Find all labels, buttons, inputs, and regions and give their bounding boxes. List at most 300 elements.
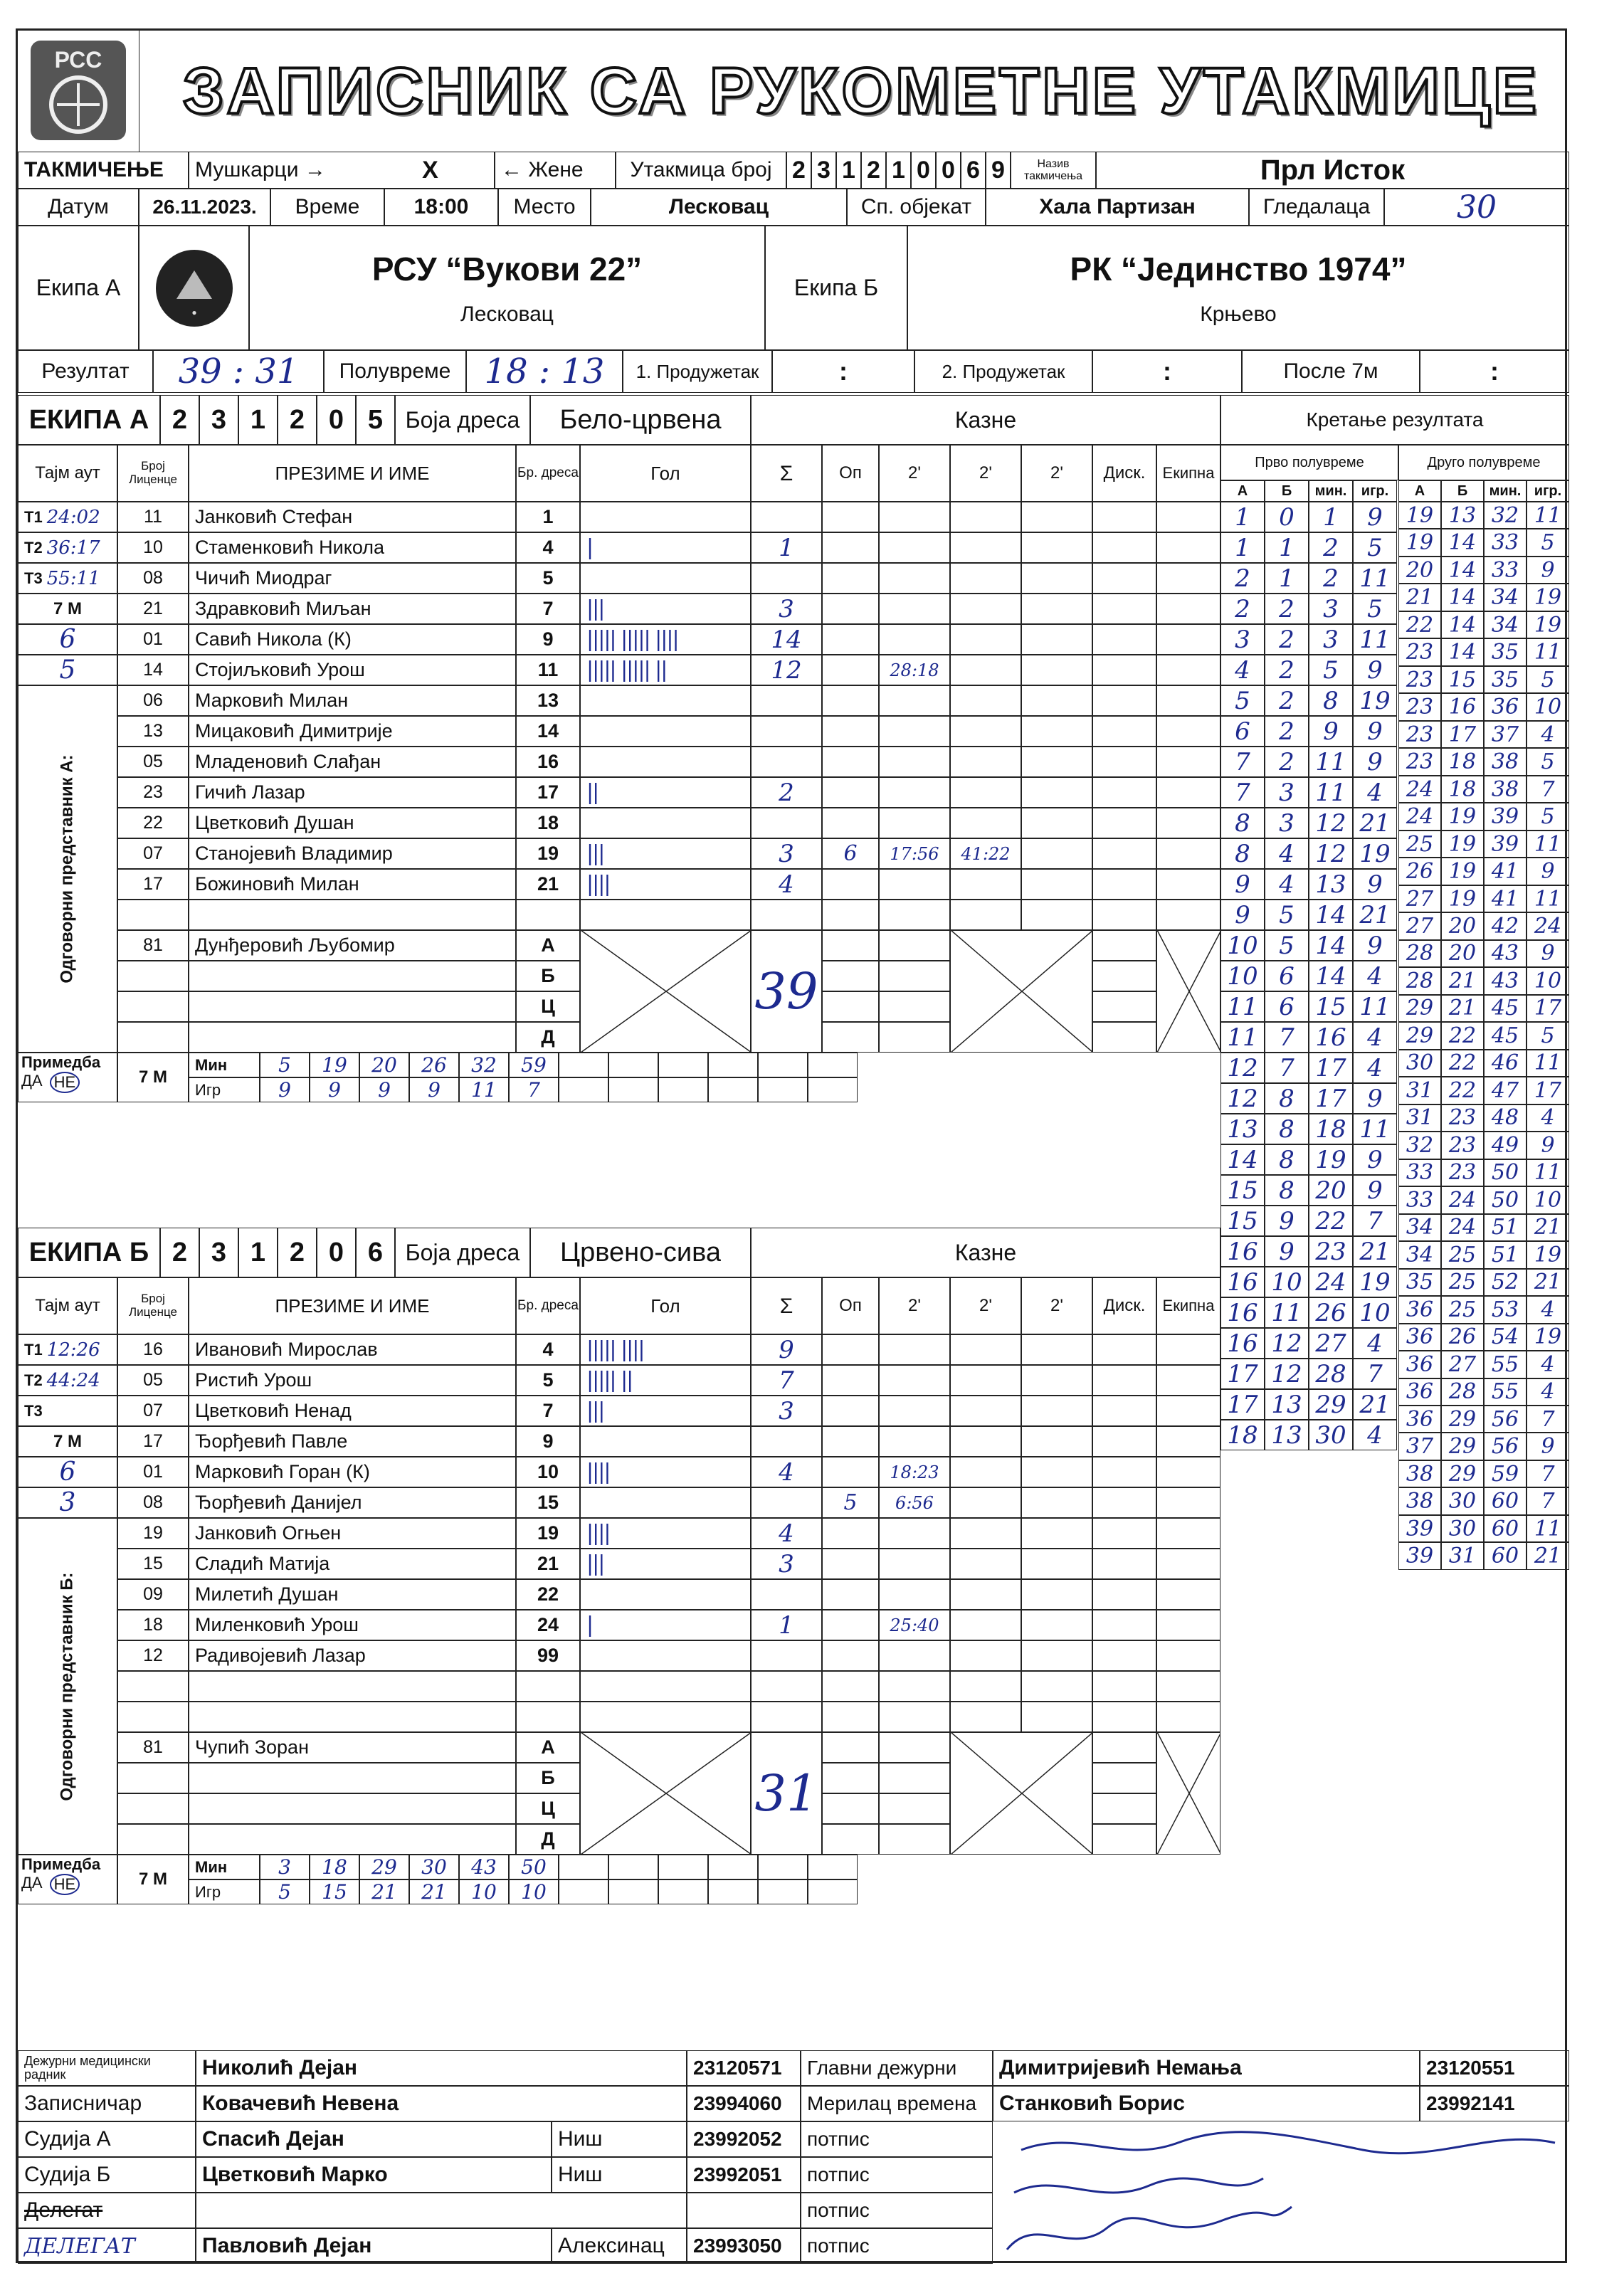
svg-text:●: ●: [191, 307, 197, 317]
progress-second-cell: 47: [1484, 1077, 1527, 1104]
progress-second-cell: 24: [1527, 912, 1569, 939]
player-suspension-1: [879, 502, 950, 532]
progress-first-cell: 2: [1265, 624, 1309, 655]
progress-first-cell: 3: [1309, 594, 1353, 624]
seven-m-attempts: 6: [18, 1457, 117, 1487]
progress-second-cell: 17: [1527, 995, 1569, 1022]
match-number-digit: 2: [786, 152, 811, 189]
player-suspension-2: [950, 1640, 1021, 1671]
official-disqualification: [1092, 1763, 1156, 1793]
player-suspension-2: [950, 1610, 1021, 1640]
progress-second-cell: 14: [1441, 557, 1484, 584]
player-suspension-1: [879, 1426, 950, 1457]
player-goals-tally: ||||| ||: [580, 1365, 751, 1396]
player-row: [18, 502, 1220, 532]
player-suspension-2: [950, 869, 1021, 900]
progress-second-cell: 34: [1484, 611, 1527, 638]
responsible-rep-box: [18, 1518, 117, 1855]
player-warning: [822, 1518, 879, 1549]
progress-second-cell: 60: [1484, 1487, 1527, 1514]
progress-second-cell: 22: [1398, 611, 1441, 638]
timeout-label: Тајм аут: [18, 1277, 117, 1334]
progress-second-cell: 39: [1484, 831, 1527, 858]
delegate-signature-label-2: потпис: [801, 2228, 993, 2264]
player-license: 08: [117, 563, 189, 594]
player-jersey-no: 14: [516, 716, 580, 747]
progress-first-cell: 21: [1353, 900, 1397, 930]
seven-m-minute: [559, 1053, 608, 1077]
chief-license: 23120551: [1420, 2050, 1569, 2086]
player-warning: [822, 624, 879, 655]
player-goals-tally: [580, 1487, 751, 1518]
player-suspension-1: [879, 1702, 950, 1732]
progress-second-cell: 24: [1398, 776, 1441, 803]
progress-second-cell: 21: [1527, 1269, 1569, 1296]
seven-m-minute: [758, 1855, 808, 1879]
progress-second-cell: 33: [1484, 529, 1527, 556]
progress-first-cell: 9: [1265, 1206, 1309, 1236]
progress-second-cell: 29: [1441, 1433, 1484, 1460]
player-suspension-1: [879, 685, 950, 716]
progress-first-cell: 17: [1309, 1053, 1353, 1083]
progress-second-cell: 36: [1398, 1351, 1441, 1378]
progress-first-cell: 4: [1353, 777, 1397, 808]
timeout-index: T1: [24, 1340, 43, 1359]
place-label: Место: [498, 189, 591, 226]
player-suspension-3: [1021, 777, 1092, 808]
player-team-penalty: [1156, 1640, 1220, 1671]
player-row: [18, 838, 1220, 869]
venue-value: Хала Партизан: [986, 189, 1249, 226]
progress-first-cell: 7: [1265, 1053, 1309, 1083]
team-code-digit: 6: [356, 1228, 395, 1277]
progress-second-cell: 20: [1441, 912, 1484, 939]
progress-first-cell: 8: [1265, 1144, 1309, 1175]
warn-label: Оп: [822, 445, 879, 502]
team-code-digit: 1: [238, 395, 278, 445]
progress-second-cell: 27: [1398, 885, 1441, 912]
player-suspension-3: [1021, 1426, 1092, 1457]
player-suspension-3: [1021, 502, 1092, 532]
player-jersey-no: 10: [516, 1457, 580, 1487]
progress-second-cell: 29: [1441, 1406, 1484, 1433]
player-team-penalty: [1156, 838, 1220, 869]
competition-name: Прл Исток: [1096, 152, 1569, 189]
delegate-blank: [196, 2193, 687, 2228]
seven-m-label: 7 М: [18, 1426, 117, 1457]
player-license: [117, 900, 189, 930]
player-goal-sum: [751, 747, 822, 777]
progress-first-cell: 26: [1309, 1297, 1353, 1328]
player-disqualification: [1092, 594, 1156, 624]
progress-second-cell: 19: [1398, 502, 1441, 529]
player-suspension-3: [1021, 747, 1092, 777]
timeout-index: T2: [24, 1371, 43, 1389]
progress-first-cell: 29: [1309, 1389, 1353, 1420]
player-goal-sum: [751, 808, 822, 838]
after-7m-label: После 7м: [1242, 350, 1420, 393]
official-suspension: [879, 991, 950, 1022]
seven-m-player: 9: [310, 1077, 359, 1102]
player-suspension-1: [879, 594, 950, 624]
player-jersey-no: 4: [516, 1334, 580, 1365]
progress-second-cell: 24: [1441, 1214, 1484, 1241]
player-suspension-2: [950, 1426, 1021, 1457]
team-b-name: РК “Јединство 1974”: [1070, 250, 1407, 288]
player-disqualification: [1092, 1579, 1156, 1610]
progress-second-cell: 60: [1484, 1542, 1527, 1569]
match-number-digit: 1: [886, 152, 911, 189]
progress-first-cell: 2: [1220, 594, 1265, 624]
player-warning: [822, 1610, 879, 1640]
progress-first-cell: 1: [1265, 563, 1309, 594]
progress-first-cell: 5: [1265, 900, 1309, 930]
progress-first-cell: 21: [1353, 808, 1397, 838]
player-jersey-no: [516, 1702, 580, 1732]
player-jersey-no: 15: [516, 1487, 580, 1518]
progress-second-cell: 23: [1398, 721, 1441, 748]
player-suspension-1: [879, 1549, 950, 1579]
progress-col-header: мин.: [1309, 480, 1353, 502]
medic-label: Дежурни медицински радник: [18, 2050, 196, 2086]
progress-second-cell: 24: [1441, 1186, 1484, 1213]
official-license: 81: [117, 930, 189, 961]
player-goal-sum: [751, 1671, 822, 1702]
player-goal-sum: [751, 685, 822, 716]
player-suspension-2: [950, 716, 1021, 747]
progress-first-cell: 6: [1220, 716, 1265, 747]
progress-first-cell: 9: [1353, 869, 1397, 900]
player-row: [18, 1702, 1220, 1732]
progress-second-cell: 23: [1441, 1159, 1484, 1186]
progress-first-cell: 2: [1265, 747, 1309, 777]
progress-second-cell: 22: [1441, 1077, 1484, 1104]
seven-m-player: [658, 1077, 708, 1102]
progress-second-cell: 34: [1398, 1241, 1441, 1268]
progress-col-header: игр.: [1353, 480, 1397, 502]
official-license: [117, 1793, 189, 1824]
progress-second-cell: 19: [1398, 529, 1441, 556]
player-goal-sum: [751, 1579, 822, 1610]
player-jersey-no: 9: [516, 624, 580, 655]
team-penalty-label: Екипна: [1156, 445, 1220, 502]
team-a-logo: [139, 226, 249, 350]
player-suspension-1: [879, 808, 950, 838]
progress-first-cell: 2: [1265, 685, 1309, 716]
progress-first-cell: 5: [1309, 655, 1353, 685]
player-suspension-3: [1021, 655, 1092, 685]
progress-first-cell: 9: [1353, 655, 1397, 685]
player-disqualification: [1092, 655, 1156, 685]
player-warning: [822, 532, 879, 563]
player-suspension-2: [950, 1334, 1021, 1365]
player-name: Јанковић Огњен: [189, 1518, 516, 1549]
player-suspension-1: [879, 1640, 950, 1671]
remark-label: Примедба: [21, 1053, 101, 1071]
progress-first-cell: 2: [1265, 655, 1309, 685]
timeout-slot: [18, 532, 117, 563]
player-goal-sum: 3: [751, 594, 822, 624]
player-row: [18, 563, 1220, 594]
progress-second-cell: 5: [1527, 666, 1569, 693]
jersey-color-label: Боја дреса: [395, 1228, 530, 1277]
progress-second-cell: 30: [1441, 1487, 1484, 1514]
progress-second-cell: 4: [1527, 721, 1569, 748]
progress-first-cell: 8: [1220, 808, 1265, 838]
player-warning: 6: [822, 838, 879, 869]
spectators-value: 30: [1384, 189, 1569, 226]
player-warning: [822, 685, 879, 716]
progress-second-cell: 55: [1484, 1351, 1527, 1378]
player-warning: [822, 594, 879, 624]
two-min-label: 2': [950, 1277, 1021, 1334]
progress-first-cell: 3: [1309, 624, 1353, 655]
seven-m-label: 7 М: [18, 594, 117, 624]
player-suspension-2: [950, 747, 1021, 777]
progress-first-cell: 8: [1265, 1114, 1309, 1144]
progress-first-cell: 16: [1220, 1236, 1265, 1267]
match-number-digit: 6: [961, 152, 986, 189]
progress-second-cell: 51: [1484, 1241, 1527, 1268]
player-row: [18, 808, 1220, 838]
player-warning: [822, 1579, 879, 1610]
player-license: 05: [117, 1365, 189, 1396]
player-suspension-3: [1021, 1365, 1092, 1396]
player-jersey-no: 7: [516, 594, 580, 624]
seven-m-player: 9: [359, 1077, 409, 1102]
player-goals-tally: |||: [580, 1549, 751, 1579]
player-license: 06: [117, 685, 189, 716]
progress-second-cell: 28: [1441, 1378, 1484, 1406]
progress-first-cell: 11: [1309, 777, 1353, 808]
player-goal-sum: [751, 1487, 822, 1518]
player-license: 16: [117, 1334, 189, 1365]
progress-first-cell: 9: [1309, 716, 1353, 747]
official-name: [189, 961, 516, 991]
player-license: [117, 1702, 189, 1732]
progress-second-cell: 49: [1484, 1132, 1527, 1159]
seven-m-minute: [559, 1855, 608, 1879]
player-suspension-1: [879, 1518, 950, 1549]
player-suspension-1: [879, 1334, 950, 1365]
official-letter: А: [516, 930, 580, 961]
ref-a-signature-label: потпис: [801, 2121, 993, 2157]
player-suspension-3: [1021, 532, 1092, 563]
progress-first-cell: 16: [1220, 1297, 1265, 1328]
official-warning: [822, 1793, 879, 1824]
official-letter: Ц: [516, 991, 580, 1022]
progress-second-cell: 21: [1527, 1542, 1569, 1569]
first-half-label: Прво полувреме: [1220, 445, 1398, 480]
player-goals-tally: |||: [580, 594, 751, 624]
player-goals-tally: |: [580, 1610, 751, 1640]
player-disqualification: [1092, 1457, 1156, 1487]
official-name: [189, 1763, 516, 1793]
ref-b-signature-label: потпис: [801, 2157, 993, 2193]
half-time-label: Полувреме: [324, 350, 466, 393]
disq-label: Диск.: [1092, 1277, 1156, 1334]
seven-m-attempts: 6: [18, 624, 117, 655]
progress-first-cell: 13: [1309, 869, 1353, 900]
progress-second-cell: 14: [1441, 611, 1484, 638]
progress-second-cell: 22: [1441, 1022, 1484, 1049]
seven-m-row-label: 7 М: [117, 1855, 189, 1904]
match-number-digit: 3: [811, 152, 836, 189]
player-name: Мицаковић Димитрије: [189, 716, 516, 747]
player-name: Цветковић Душан: [189, 808, 516, 838]
progress-first-cell: 5: [1353, 594, 1397, 624]
progress-second-cell: 18: [1441, 748, 1484, 775]
progress-second-cell: 9: [1527, 858, 1569, 885]
team-code-digit: 0: [317, 395, 356, 445]
progress-second-cell: 23: [1398, 748, 1441, 775]
progress-second-cell: 14: [1441, 529, 1484, 556]
ref-a-city: Ниш: [552, 2121, 687, 2157]
official-disqualification: [1092, 1732, 1156, 1763]
progress-first-cell: 9: [1353, 1175, 1397, 1206]
official-disqualification: [1092, 991, 1156, 1022]
player-name: Божиновић Милан: [189, 869, 516, 900]
progress-second-cell: 11: [1527, 831, 1569, 858]
remark-yes[interactable]: ДА: [21, 1072, 43, 1090]
player-row: [18, 655, 1220, 685]
progress-second-cell: 21: [1398, 584, 1441, 611]
progress-first-cell: 7: [1353, 1206, 1397, 1236]
player-jersey-no: 21: [516, 1549, 580, 1579]
player-team-penalty: [1156, 502, 1220, 532]
player-suspension-1: 18:23: [879, 1457, 950, 1487]
two-min-label: 2': [879, 445, 950, 502]
official-license: [117, 961, 189, 991]
progress-second-cell: 17: [1527, 1077, 1569, 1104]
player-team-penalty: [1156, 1334, 1220, 1365]
player-license: 18: [117, 1610, 189, 1640]
progress-first-cell: 7: [1353, 1359, 1397, 1389]
player-name: Марковић Милан: [189, 685, 516, 716]
logo-text: РСС: [54, 47, 102, 73]
progress-first-cell: 18: [1220, 1420, 1265, 1450]
remark-no-selected[interactable]: НЕ: [50, 1874, 80, 1895]
player-name: Сладић Матија: [189, 1549, 516, 1579]
progress-first-cell: 21: [1353, 1389, 1397, 1420]
chief-name: Димитријевић Немања: [993, 2050, 1420, 2086]
player-goal-sum: 4: [751, 869, 822, 900]
seven-m-minute: [608, 1053, 658, 1077]
player-license: 10: [117, 532, 189, 563]
timeout-index: T3: [24, 1401, 43, 1420]
player-suspension-3: [1021, 1640, 1092, 1671]
player-suspension-3: [1021, 1487, 1092, 1518]
progress-second-cell: 19: [1441, 885, 1484, 912]
player-row: [18, 900, 1220, 930]
player-goal-sum: [751, 502, 822, 532]
player-suspension-2: [950, 1579, 1021, 1610]
player-disqualification: [1092, 1610, 1156, 1640]
player-disqualification: [1092, 1396, 1156, 1426]
match-number-digit: 2: [861, 152, 886, 189]
team-b-city: Крњево: [1200, 302, 1277, 326]
crossed-out-box: [580, 1732, 751, 1855]
progress-second-cell: 38: [1398, 1487, 1441, 1514]
progress-second-cell: 36: [1398, 1406, 1441, 1433]
progress-first-cell: 12: [1265, 1328, 1309, 1359]
seven-m-player: 7: [509, 1077, 559, 1102]
timeout-time: 44:24: [46, 1369, 100, 1391]
progress-second-cell: 59: [1484, 1460, 1527, 1487]
progress-first-cell: 10: [1220, 930, 1265, 961]
progress-first-cell: 2: [1265, 716, 1309, 747]
timeout-time: 24:02: [46, 506, 100, 528]
progress-first-cell: 1: [1309, 502, 1353, 532]
official-letter: Б: [516, 961, 580, 991]
progress-second-cell: 23: [1398, 666, 1441, 693]
result-label: Резултат: [18, 350, 153, 393]
official-suspension: [879, 1793, 950, 1824]
progress-first-cell: 14: [1309, 900, 1353, 930]
progress-first-cell: 30: [1309, 1420, 1353, 1450]
progress-second-cell: 11: [1527, 502, 1569, 529]
timeout-slot: [18, 1365, 117, 1396]
ref-a-name: Спасић Дејан: [196, 2121, 552, 2157]
progress-second-cell: 25: [1441, 1296, 1484, 1323]
progress-second-cell: 36: [1484, 693, 1527, 720]
player-license: 05: [117, 747, 189, 777]
seven-m-player: [658, 1879, 708, 1904]
seven-m-goals: 5: [18, 655, 117, 685]
player-row: [18, 1365, 1220, 1396]
progress-second-cell: 10: [1527, 693, 1569, 720]
player-row: [18, 1487, 1220, 1518]
progress-second-cell: 35: [1398, 1269, 1441, 1296]
progress-first-cell: 9: [1353, 502, 1397, 532]
player-suspension-2: [950, 594, 1021, 624]
jersey-color-value: Црвено-сива: [530, 1228, 751, 1277]
delegate-signature-label: потпис: [801, 2193, 993, 2228]
remark-no-selected[interactable]: НЕ: [50, 1072, 80, 1093]
official-warning: [822, 1732, 879, 1763]
progress-first-cell: 9: [1353, 1083, 1397, 1114]
progress-second-cell: 37: [1398, 1433, 1441, 1460]
player-suspension-1: [879, 747, 950, 777]
progress-first-cell: 7: [1220, 747, 1265, 777]
crossed-out-box: [580, 930, 751, 1053]
progress-first-cell: 21: [1353, 1236, 1397, 1267]
official-disqualification: [1092, 961, 1156, 991]
player-suspension-2: 41:22: [950, 838, 1021, 869]
remark-yes[interactable]: ДА: [21, 1874, 43, 1892]
player-team-penalty: [1156, 655, 1220, 685]
seven-m-minute: [758, 1053, 808, 1077]
player-suspension-3: [1021, 624, 1092, 655]
player-suspension-3: [1021, 1702, 1092, 1732]
player-jersey-no: 5: [516, 563, 580, 594]
name-label: ПРЕЗИМЕ И ИМЕ: [189, 445, 516, 502]
jersey-no-label: Бр. дреса: [516, 445, 580, 502]
progress-second-cell: 13: [1441, 502, 1484, 529]
progress-first-cell: 20: [1309, 1175, 1353, 1206]
player-suspension-1: [879, 900, 950, 930]
player-warning: [822, 716, 879, 747]
player-warning: [822, 563, 879, 594]
player-goals-tally: ||: [580, 777, 751, 808]
progress-second-cell: 20: [1441, 940, 1484, 967]
player-team-penalty: [1156, 1702, 1220, 1732]
team-b-name-box: [907, 226, 1569, 350]
seven-m-minute-label: Мин: [189, 1053, 260, 1077]
player-row: [18, 1334, 1220, 1365]
match-number-digit: 0: [911, 152, 936, 189]
jersey-color-label: Боја дреса: [395, 395, 530, 445]
